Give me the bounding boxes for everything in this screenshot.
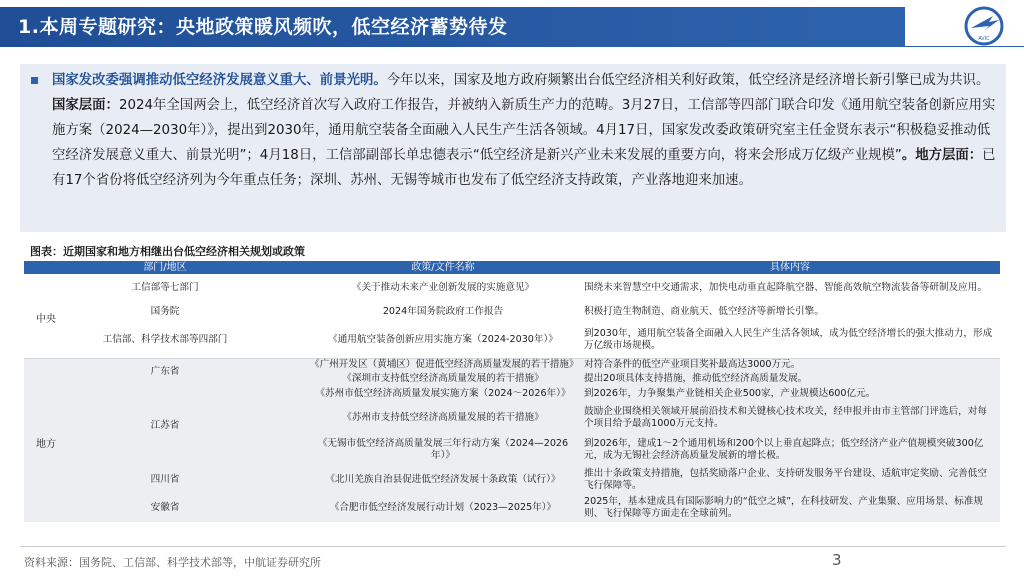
page-number: 3 (832, 551, 842, 569)
intro-text-2: 2024年全国两会上，低空经济首次写入政府工作报告，并被纳入新质生产力的范畴。3月27日，工信部等四部门联合印发《通用航空装备创新应用实施方案（2024—2030年）》，提出到2030年，通用航空装备全面融入人民生产生活各领域。4月17日，国家发改委政策研究室主任金贤东表示“积极稳妥推动低空经济发展意义重大、前景光明”；4月18日，工信部副部长单忠德表示“低空经济是新兴产业未来发展的重要方向，将来会形成万亿级产业规模” (52, 98, 996, 163)
content-cell: 鼓励企业围绕相关领域开展前沿技术和关键核心技术攻关，经申报并由市主管部门评选后，对每个项目给予最高1000万元支持。 (580, 402, 1000, 434)
doc-cell: 《北川羌族自治县促进低空经济发展十条政策（试行）》 (306, 466, 580, 494)
figure-title: 图表：近期国家和地方相继出台低空经济相关规划或政策 (30, 245, 305, 258)
content-cell: 到2026年，力争聚集产业链相关企业500家，产业规模达600亿元。 (580, 386, 1000, 402)
doc-cell: 《关于推动未来产业创新发展的实施意见》 (306, 274, 580, 302)
content-cell: 2025年，基本建成具有国际影响力的“低空之城”，在科技研发、产业集聚、应用场景、标准规则、飞行保障等方面走在全球前列。 (580, 494, 1000, 522)
local-label: 地方 (36, 438, 56, 450)
doc-cell: 《通用航空装备创新应用实施方案（2024-2030年）》 (306, 322, 580, 358)
bullet-icon (31, 77, 38, 84)
intro-period: 。 (901, 148, 916, 163)
content-cell: 到2026年，建成1～2个通用机场和200个以上垂直起降点；低空经济产业产值规模突破300亿元，成为无锡社会经济高质量发展新的增长极。 (580, 434, 1000, 466)
header-divider (905, 46, 1024, 47)
central-label: 中央 (36, 314, 56, 325)
dept-cell: 工信部、科学技术部等四部门 (24, 322, 306, 358)
region-cell: 江苏省 (24, 386, 306, 466)
intro-panel (20, 64, 1006, 232)
intro-lead: 国家发改委强调推动低空经济发展意义重大、前景光明。 (52, 73, 387, 88)
doc-cell: 2024年国务院政府工作报告 (306, 302, 580, 322)
content-cell: 到2030年，通用航空装备全面融入人民生产生活各领域，成为低空经济增长的强大推动力，形成万亿级市场规模。 (580, 322, 1000, 358)
national-label: 国家层面： (52, 98, 119, 113)
content-cell: 围绕未来智慧空中交通需求，加快电动垂直起降航空器、智能高效航空物流装备等研制及应用。 (580, 274, 1000, 302)
page-title: 1.本周专题研究：央地政策暖风频吹，低空经济蓄势待发 (18, 16, 508, 38)
table-row (24, 358, 1000, 372)
doc-cell: 《深圳市支持低空经济高质量发展的若干措施》 (306, 372, 580, 386)
doc-cell: 《苏州市支持低空经济高质量发展的若干措施》 (306, 402, 580, 434)
source-note: 资料来源：国务院、工信部、科学技术部等，中航证券研究所 (24, 556, 321, 569)
intro-text-1: 今年以来，国家及地方政府频繁出台低空经济相关利好政策，低空经济是经济增长新引擎已成为共识。 (386, 73, 990, 88)
col-header-content: 具体内容 (580, 261, 1000, 274)
col-header-doc: 政策/文件名称 (306, 261, 580, 274)
table-row (24, 386, 1000, 402)
dept-cell: 国务院 (24, 302, 306, 322)
policy-table (24, 261, 1000, 522)
company-logo-icon (963, 6, 1005, 46)
content-cell: 积极打造生物制造、商业航天、低空经济等新增长引擎。 (580, 302, 1000, 322)
table-row (24, 494, 1000, 522)
doc-cell: 《广州开发区（黄埔区）促进低空经济高质量发展的若干措施》 (306, 358, 580, 372)
table-header-row (24, 261, 1000, 274)
table-row (24, 322, 1000, 358)
doc-cell: 《无锡市低空经济高质量发展三年行动方案（2024—2026年）》 (306, 434, 580, 466)
doc-cell: 《合肥市低空经济发展行动计划（2023—2025年）》 (306, 494, 580, 522)
intro-text-3: 已有17个省份将低空经济列为今年重点任务；深圳、苏州、无锡等城市也发布了低空经济支持政策，产业落地迎来加速。 (52, 148, 996, 188)
content-cell: 对符合条件的低空产业项目奖补最高达3000万元。 (580, 358, 1000, 372)
table-row (24, 302, 1000, 322)
table-row (24, 466, 1000, 494)
col-header-dept: 部门/地区 (24, 261, 306, 274)
region-cell: 安徽省 (24, 494, 306, 522)
local-label: 地方层面： (915, 148, 983, 163)
region-cell: 四川省 (24, 466, 306, 494)
content-cell: 推出十条政策支持措施，包括奖励落户企业、支持研发服务平台建设、适航审定奖励、完善低空飞行保障等。 (580, 466, 1000, 494)
table-row (24, 274, 1000, 302)
content-cell: 提出20项具体支持措施，推动低空经济高质量发展。 (580, 372, 1000, 386)
dept-name: 工信部等七部门 (131, 282, 199, 293)
region-name: 广东省 (150, 366, 180, 378)
title-bar (0, 7, 905, 47)
doc-cell: 《苏州市低空经济高质量发展实施方案（2024～2026年）》 (306, 386, 580, 402)
logo-text: AVIC (978, 36, 990, 42)
page-header (0, 0, 1024, 54)
footer-divider (20, 546, 1006, 547)
